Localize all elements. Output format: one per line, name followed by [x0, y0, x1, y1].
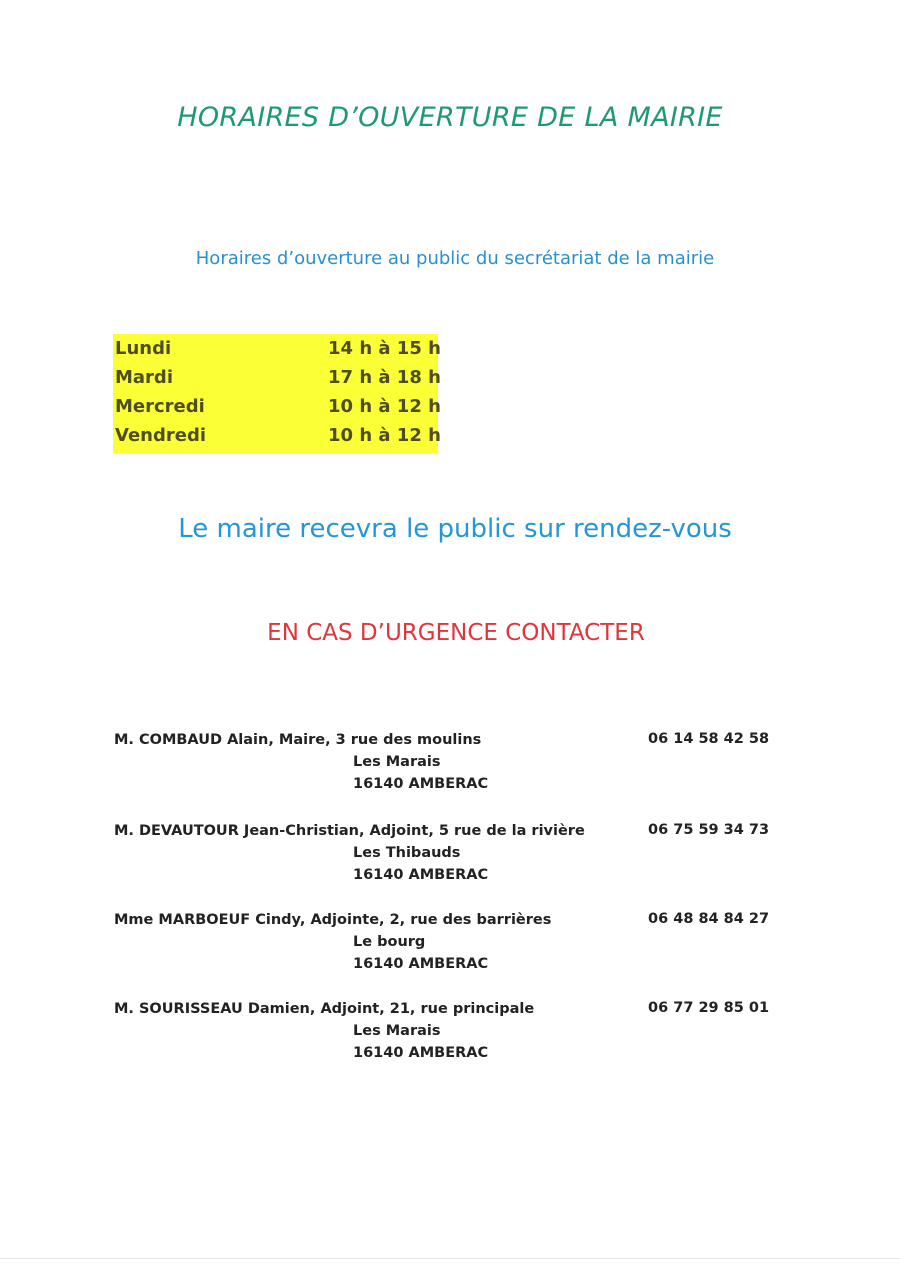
contact-locality: Le bourg: [353, 934, 426, 950]
contact-name-address: M. SOURISSEAU Damien, Adjoint, 21, rue principale: [114, 1001, 535, 1017]
page-title: HORAIRES D’OUVERTURE DE LA MAIRIE: [177, 102, 723, 133]
hours-row: [113, 392, 441, 421]
hours-day: Mardi: [115, 367, 173, 388]
hours-row: [113, 421, 441, 450]
contact-entry: [114, 912, 774, 982]
scan-edge-line: [0, 1258, 900, 1259]
contact-entry: [114, 1001, 774, 1071]
contact-phone: 06 77 29 85 01: [648, 1000, 770, 1016]
contact-postcode-city: 16140 AMBERAC: [353, 1045, 489, 1061]
hours-time: 17 h à 18 h: [328, 367, 441, 388]
hours-time: 10 h à 12 h: [328, 396, 441, 417]
hours-row: [113, 334, 441, 363]
contact-locality: Les Marais: [353, 754, 441, 770]
contact-phone: 06 14 58 42 58: [648, 731, 770, 747]
contact-name-address: M. DEVAUTOUR Jean-Christian, Adjoint, 5 rue de la rivière: [114, 823, 585, 839]
hours-time: 14 h à 15 h: [328, 338, 441, 359]
hours-day: Lundi: [115, 338, 172, 359]
opening-hours-subtitle: Horaires d’ouverture au public du secrétariat de la mairie: [195, 248, 715, 269]
hours-row: [113, 363, 441, 392]
contact-entry: [114, 823, 774, 893]
contact-name-address: Mme MARBOEUF Cindy, Adjointe, 2, rue des barrières: [114, 912, 552, 928]
mayor-appointment-note: Le maire recevra le public sur rendez-vous: [178, 514, 732, 544]
opening-hours-table: [113, 334, 441, 453]
hours-day: Mercredi: [115, 396, 205, 417]
contact-locality: Les Marais: [353, 1023, 441, 1039]
contact-postcode-city: 16140 AMBERAC: [353, 956, 489, 972]
emergency-heading: EN CAS D’URGENCE CONTACTER: [267, 620, 645, 646]
contact-phone: 06 48 84 84 27: [648, 911, 770, 927]
contact-name-address: M. COMBAUD Alain, Maire, 3 rue des moulins: [114, 732, 482, 748]
contact-locality: Les Thibauds: [353, 845, 461, 861]
hours-day: Vendredi: [115, 425, 206, 446]
contact-entry: [114, 732, 774, 802]
contact-postcode-city: 16140 AMBERAC: [353, 867, 489, 883]
contact-postcode-city: 16140 AMBERAC: [353, 776, 489, 792]
hours-time: 10 h à 12 h: [328, 425, 441, 446]
contact-phone: 06 75 59 34 73: [648, 822, 770, 838]
